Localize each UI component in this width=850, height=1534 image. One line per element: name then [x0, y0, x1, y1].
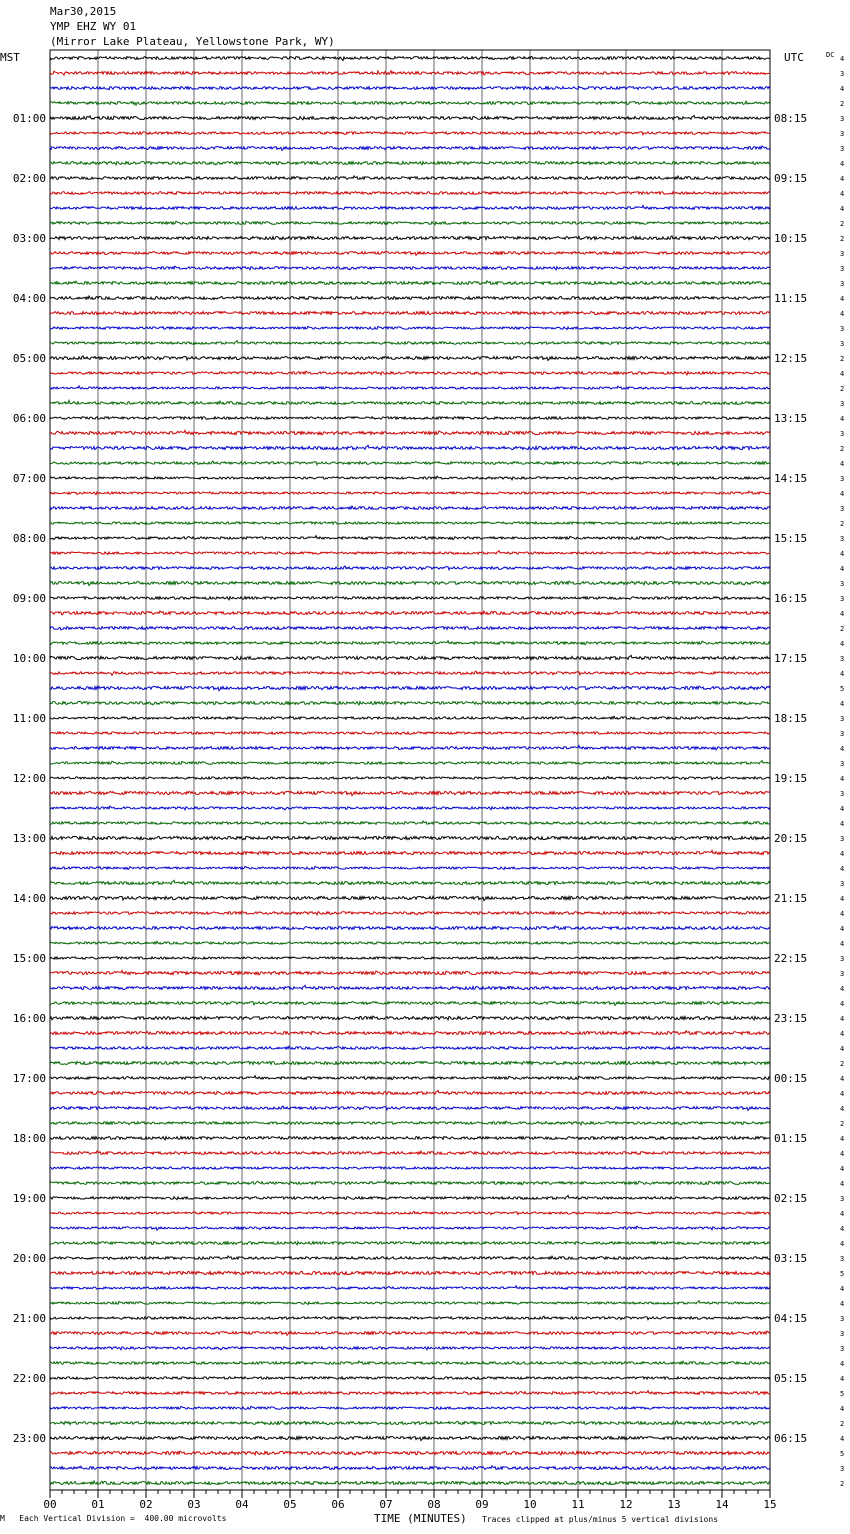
x-tick-label: 09	[475, 1498, 489, 1511]
dc-offset-label: 4	[840, 490, 845, 498]
trace-43	[50, 686, 770, 690]
dc-offset-label: 2	[840, 355, 845, 363]
dc-offset-label: 3	[840, 1315, 845, 1323]
right-hour-label: 22:15	[774, 952, 808, 965]
trace-59	[50, 926, 770, 930]
trace-27	[50, 445, 770, 449]
dc-offset-label: 3	[840, 280, 845, 288]
vertical-division-note: Each Vertical Division = 400.00 microvolts	[19, 1514, 227, 1523]
dc-offset-label: 4	[840, 775, 845, 783]
trace-90	[50, 1391, 770, 1395]
trace-94	[50, 1451, 770, 1455]
dc-offset-label: 4	[840, 1000, 845, 1008]
dc-offset-label: 2	[840, 385, 845, 393]
dc-offset-label: 4	[840, 1225, 845, 1233]
trace-14	[50, 252, 770, 256]
location-label: (Mirror Lake Plateau, Yellowstone Park, WY)	[50, 35, 335, 48]
trace-66	[50, 1031, 770, 1035]
trace-34	[50, 551, 770, 555]
dc-offset-label: 3	[840, 325, 845, 333]
right-hour-label: 00:15	[774, 1072, 808, 1085]
right-hour-label: 04:15	[774, 1312, 808, 1325]
dc-offset-label: 4	[840, 55, 845, 63]
dc-offset-label: 3	[840, 130, 845, 138]
left-hour-label: 14:00	[12, 892, 46, 905]
trace-72	[50, 1121, 770, 1125]
trace-73	[50, 1137, 770, 1140]
left-hour-label: 22:00	[12, 1372, 46, 1385]
trace-75	[50, 1167, 770, 1170]
trace-18	[50, 311, 770, 314]
left-hour-label: 03:00	[12, 232, 46, 245]
right-hour-label: 12:15	[774, 352, 808, 365]
trace-13	[50, 236, 770, 240]
dc-offset-label: 4	[840, 1375, 845, 1383]
dc-offset-label: 3	[840, 1330, 845, 1338]
left-hour-label: 07:00	[12, 472, 46, 485]
dc-offset-label: 4	[840, 460, 845, 468]
left-hour-label: 11:00	[12, 712, 46, 725]
trace-53	[50, 836, 770, 839]
x-tick-label: 14	[715, 1498, 729, 1511]
dc-offset-label: 4	[840, 925, 845, 933]
trace-44	[50, 702, 770, 705]
trace-39	[50, 627, 770, 630]
right-hour-label: 13:15	[774, 412, 808, 425]
trace-80	[50, 1242, 770, 1245]
trace-32	[50, 522, 770, 525]
dc-offset-label: 2	[840, 1420, 845, 1428]
left-hour-label: 01:00	[12, 112, 46, 125]
x-tick-label: 00	[43, 1498, 57, 1511]
trace-11	[50, 206, 770, 210]
trace-91	[50, 1406, 770, 1409]
trace-45	[50, 716, 770, 719]
trace-89	[50, 1377, 770, 1380]
left-hour-label: 10:00	[12, 652, 46, 665]
trace-8	[50, 162, 770, 165]
dc-offset-label: 4	[840, 910, 845, 918]
dc-offset-label: 2	[840, 1120, 845, 1128]
dc-offset-label: 4	[840, 175, 845, 183]
dc-offset-label: 4	[840, 1105, 845, 1113]
dc-offset-label: 3	[840, 505, 845, 513]
trace-83	[50, 1286, 770, 1290]
dc-offset-label: 4	[840, 85, 845, 93]
trace-65	[50, 1016, 770, 1020]
trace-37	[50, 597, 770, 600]
dc-offset-label: 5	[840, 1450, 845, 1458]
dc-offset-label: 3	[840, 535, 845, 543]
trace-51	[50, 806, 770, 810]
dc-offset-label: 4	[840, 370, 845, 378]
trace-31	[50, 506, 770, 509]
left-hour-label: 08:00	[12, 532, 46, 545]
clip-note: Traces clipped at plus/minus 5 vertical divisions	[482, 1515, 719, 1524]
dc-offset-label: 3	[840, 250, 845, 258]
x-tick-label: 15	[763, 1498, 777, 1511]
trace-61	[50, 957, 770, 960]
dc-offset-label: 4	[840, 190, 845, 198]
dc-offset-label: 2	[840, 220, 845, 228]
right-hour-label: 02:15	[774, 1192, 808, 1205]
trace-86	[50, 1331, 770, 1335]
trace-77	[50, 1196, 770, 1200]
dc-offset-label: 4	[840, 1015, 845, 1023]
dc-offset-label: 3	[840, 1465, 845, 1473]
trace-56	[50, 880, 770, 884]
dc-offset-label: 4	[840, 805, 845, 813]
right-hour-label: 16:15	[774, 592, 808, 605]
x-tick-label: 01	[91, 1498, 105, 1511]
trace-54	[50, 850, 770, 854]
dc-offset-label: 2	[840, 100, 845, 108]
dc-offset-label: 4	[840, 550, 845, 558]
dc-offset-label: 4	[840, 1135, 845, 1143]
station-label: YMP EHZ WY 01	[50, 20, 137, 33]
dc-header-label: DC	[826, 51, 835, 59]
dc-offset-label: 3	[840, 970, 845, 978]
trace-47	[50, 746, 770, 750]
trace-19	[50, 326, 770, 329]
trace-76	[50, 1181, 770, 1185]
dc-offset-label: 2	[840, 235, 845, 243]
dc-offset-label: 3	[840, 1195, 845, 1203]
dc-offset-label: 4	[840, 160, 845, 168]
trace-4	[50, 101, 770, 105]
left-hour-label: 15:00	[12, 952, 46, 965]
left-hour-label: 17:00	[12, 1072, 46, 1085]
right-hour-label: 19:15	[774, 772, 808, 785]
trace-20	[50, 341, 770, 345]
dc-offset-label: 3	[840, 760, 845, 768]
trace-36	[50, 581, 770, 585]
trace-22	[50, 371, 770, 375]
trace-82	[50, 1271, 770, 1274]
trace-15	[50, 266, 770, 270]
dc-offset-label: 4	[840, 1030, 845, 1038]
dc-offset-label: 3	[840, 1255, 845, 1263]
trace-67	[50, 1046, 770, 1049]
dc-offset-label: 4	[840, 820, 845, 828]
right-hour-label: 01:15	[774, 1132, 808, 1145]
trace-24	[50, 400, 770, 404]
dc-offset-label: 4	[840, 1180, 845, 1188]
dc-offset-label: 5	[840, 1270, 845, 1278]
dc-offset-label: 4	[840, 205, 845, 213]
right-timezone-label: UTC	[784, 51, 804, 64]
left-hour-label: 05:00	[12, 352, 46, 365]
right-hour-label: 17:15	[774, 652, 808, 665]
trace-50	[50, 791, 770, 795]
dc-offset-label: 4	[840, 310, 845, 318]
dc-offset-label: 4	[840, 1405, 845, 1413]
dc-offset-label: 4	[840, 1240, 845, 1248]
dc-offset-label: 4	[840, 415, 845, 423]
trace-92	[50, 1421, 770, 1425]
dc-offset-label: 3	[840, 655, 845, 663]
trace-6	[50, 131, 770, 135]
left-hour-label: 09:00	[12, 592, 46, 605]
dc-offset-label: 4	[840, 700, 845, 708]
dc-offset-label: 4	[840, 1090, 845, 1098]
trace-96	[50, 1481, 770, 1485]
trace-5	[50, 115, 770, 119]
right-hour-label: 15:15	[774, 532, 808, 545]
trace-85	[50, 1316, 770, 1320]
dc-offset-label: 4	[840, 985, 845, 993]
trace-63	[50, 985, 770, 989]
dc-offset-label: 4	[840, 1045, 845, 1053]
date-label: Mar30,2015	[50, 5, 117, 18]
x-tick-label: 03	[187, 1498, 201, 1511]
dc-offset-label: 4	[840, 640, 845, 648]
left-hour-label: 02:00	[12, 172, 46, 185]
right-hour-label: 05:15	[774, 1372, 808, 1385]
scale-note	[0, 1514, 226, 1523]
footer-mark: M	[0, 1514, 5, 1523]
dc-offset-label: 4	[840, 865, 845, 873]
dc-offset-label: 4	[840, 895, 845, 903]
left-hour-label: 04:00	[12, 292, 46, 305]
trace-57	[50, 896, 770, 900]
dc-offset-label: 3	[840, 70, 845, 78]
dc-offset-label: 4	[840, 670, 845, 678]
dc-offset-label: 3	[840, 835, 845, 843]
dc-offset-label: 3	[840, 580, 845, 588]
dc-offset-label: 3	[840, 265, 845, 273]
dc-offset-label: 5	[840, 1390, 845, 1398]
trace-48	[50, 761, 770, 765]
x-tick-label: 04	[235, 1498, 249, 1511]
trace-38	[50, 611, 770, 615]
left-hour-label: 20:00	[12, 1252, 46, 1265]
trace-74	[50, 1151, 770, 1155]
trace-78	[50, 1211, 770, 1214]
dc-offset-label: 3	[840, 790, 845, 798]
dc-offset-label: 4	[840, 1285, 845, 1293]
trace-10	[50, 192, 770, 195]
trace-17	[50, 296, 770, 300]
trace-26	[50, 430, 770, 435]
x-tick-label: 02	[139, 1498, 153, 1511]
trace-29	[50, 476, 770, 480]
trace-46	[50, 732, 770, 735]
x-axis-label: TIME (MINUTES)	[374, 1512, 467, 1525]
right-hour-label: 03:15	[774, 1252, 808, 1265]
dc-offset-label: 4	[840, 565, 845, 573]
dc-offset-label: 4	[840, 745, 845, 753]
dc-offset-label: 4	[840, 1360, 845, 1368]
dc-offset-label: 3	[840, 340, 845, 348]
dc-offset-label: 4	[840, 1165, 845, 1173]
right-hour-label: 11:15	[774, 292, 808, 305]
dc-offset-label: 2	[840, 625, 845, 633]
dc-offset-label: 3	[840, 955, 845, 963]
dc-offset-label: 4	[840, 940, 845, 948]
dc-offset-label: 2	[840, 445, 845, 453]
dc-offset-label: 2	[840, 1060, 845, 1068]
trace-30	[50, 491, 770, 495]
dc-offset-label: 3	[840, 115, 845, 123]
dc-offset-label: 5	[840, 685, 845, 693]
dc-offset-label: 4	[840, 1075, 845, 1083]
dc-offset-label: 4	[840, 1435, 845, 1443]
dc-offset-label: 2	[840, 1480, 845, 1488]
x-tick-label: 11	[571, 1498, 585, 1511]
trace-23	[50, 386, 770, 389]
trace-49	[50, 776, 770, 779]
trace-95	[50, 1466, 770, 1470]
trace-2	[50, 71, 770, 75]
trace-55	[50, 866, 770, 869]
trace-68	[50, 1061, 770, 1064]
trace-81	[50, 1256, 770, 1260]
right-hour-label: 23:15	[774, 1012, 808, 1025]
dc-offset-label: 3	[840, 400, 845, 408]
trace-70	[50, 1090, 770, 1094]
trace-25	[50, 417, 770, 420]
x-tick-label: 12	[619, 1498, 633, 1511]
right-hour-label: 09:15	[774, 172, 808, 185]
trace-12	[50, 221, 770, 224]
left-hour-label: 23:00	[12, 1432, 46, 1445]
trace-62	[50, 970, 770, 975]
dc-offset-label: 3	[840, 595, 845, 603]
x-tick-label: 06	[331, 1498, 345, 1511]
trace-60	[50, 941, 770, 944]
left-hour-label: 12:00	[12, 772, 46, 785]
trace-16	[50, 281, 770, 285]
left-hour-label: 19:00	[12, 1192, 46, 1205]
x-tick-label: 10	[523, 1498, 537, 1511]
left-timezone-label: MST	[0, 51, 20, 64]
trace-41	[50, 655, 770, 660]
dc-offset-label: 4	[840, 610, 845, 618]
trace-71	[50, 1106, 770, 1110]
dc-offset-label: 3	[840, 880, 845, 888]
dc-offset-label: 4	[840, 295, 845, 303]
dc-offset-label: 2	[840, 520, 845, 528]
trace-3	[50, 87, 770, 90]
trace-87	[50, 1347, 770, 1350]
trace-64	[50, 1001, 770, 1005]
left-hour-label: 06:00	[12, 412, 46, 425]
dc-offset-label: 3	[840, 730, 845, 738]
trace-58	[50, 911, 770, 915]
x-tick-label: 08	[427, 1498, 441, 1511]
trace-52	[50, 821, 770, 824]
trace-42	[50, 671, 770, 675]
right-hour-label: 08:15	[774, 112, 808, 125]
trace-88	[50, 1361, 770, 1364]
dc-offset-label: 3	[840, 475, 845, 483]
right-hour-label: 18:15	[774, 712, 808, 725]
trace-35	[50, 566, 770, 570]
trace-1	[50, 57, 770, 61]
dc-offset-label: 4	[840, 1300, 845, 1308]
left-hour-label: 21:00	[12, 1312, 46, 1325]
trace-7	[50, 146, 770, 150]
right-hour-label: 21:15	[774, 892, 808, 905]
dc-offset-label: 4	[840, 850, 845, 858]
left-hour-label: 13:00	[12, 832, 46, 845]
trace-21	[50, 356, 770, 361]
right-hour-label: 06:15	[774, 1432, 808, 1445]
trace-9	[50, 176, 770, 180]
right-hour-label: 14:15	[774, 472, 808, 485]
right-hour-label: 20:15	[774, 832, 808, 845]
x-tick-label: 07	[379, 1498, 393, 1511]
x-tick-label: 13	[667, 1498, 681, 1511]
dc-offset-label: 4	[840, 1210, 845, 1218]
left-hour-label: 16:00	[12, 1012, 46, 1025]
trace-69	[50, 1076, 770, 1080]
dc-offset-label: 3	[840, 145, 845, 153]
trace-28	[50, 461, 770, 465]
trace-93	[50, 1436, 770, 1440]
dc-offset-label: 3	[840, 430, 845, 438]
dc-offset-label: 4	[840, 1150, 845, 1158]
trace-40	[50, 641, 770, 645]
trace-33	[50, 536, 770, 540]
trace-84	[50, 1301, 770, 1305]
right-hour-label: 10:15	[774, 232, 808, 245]
dc-offset-label: 3	[840, 1345, 845, 1353]
left-hour-label: 18:00	[12, 1132, 46, 1145]
trace-79	[50, 1226, 770, 1230]
x-tick-label: 05	[283, 1498, 297, 1511]
dc-offset-label: 3	[840, 715, 845, 723]
